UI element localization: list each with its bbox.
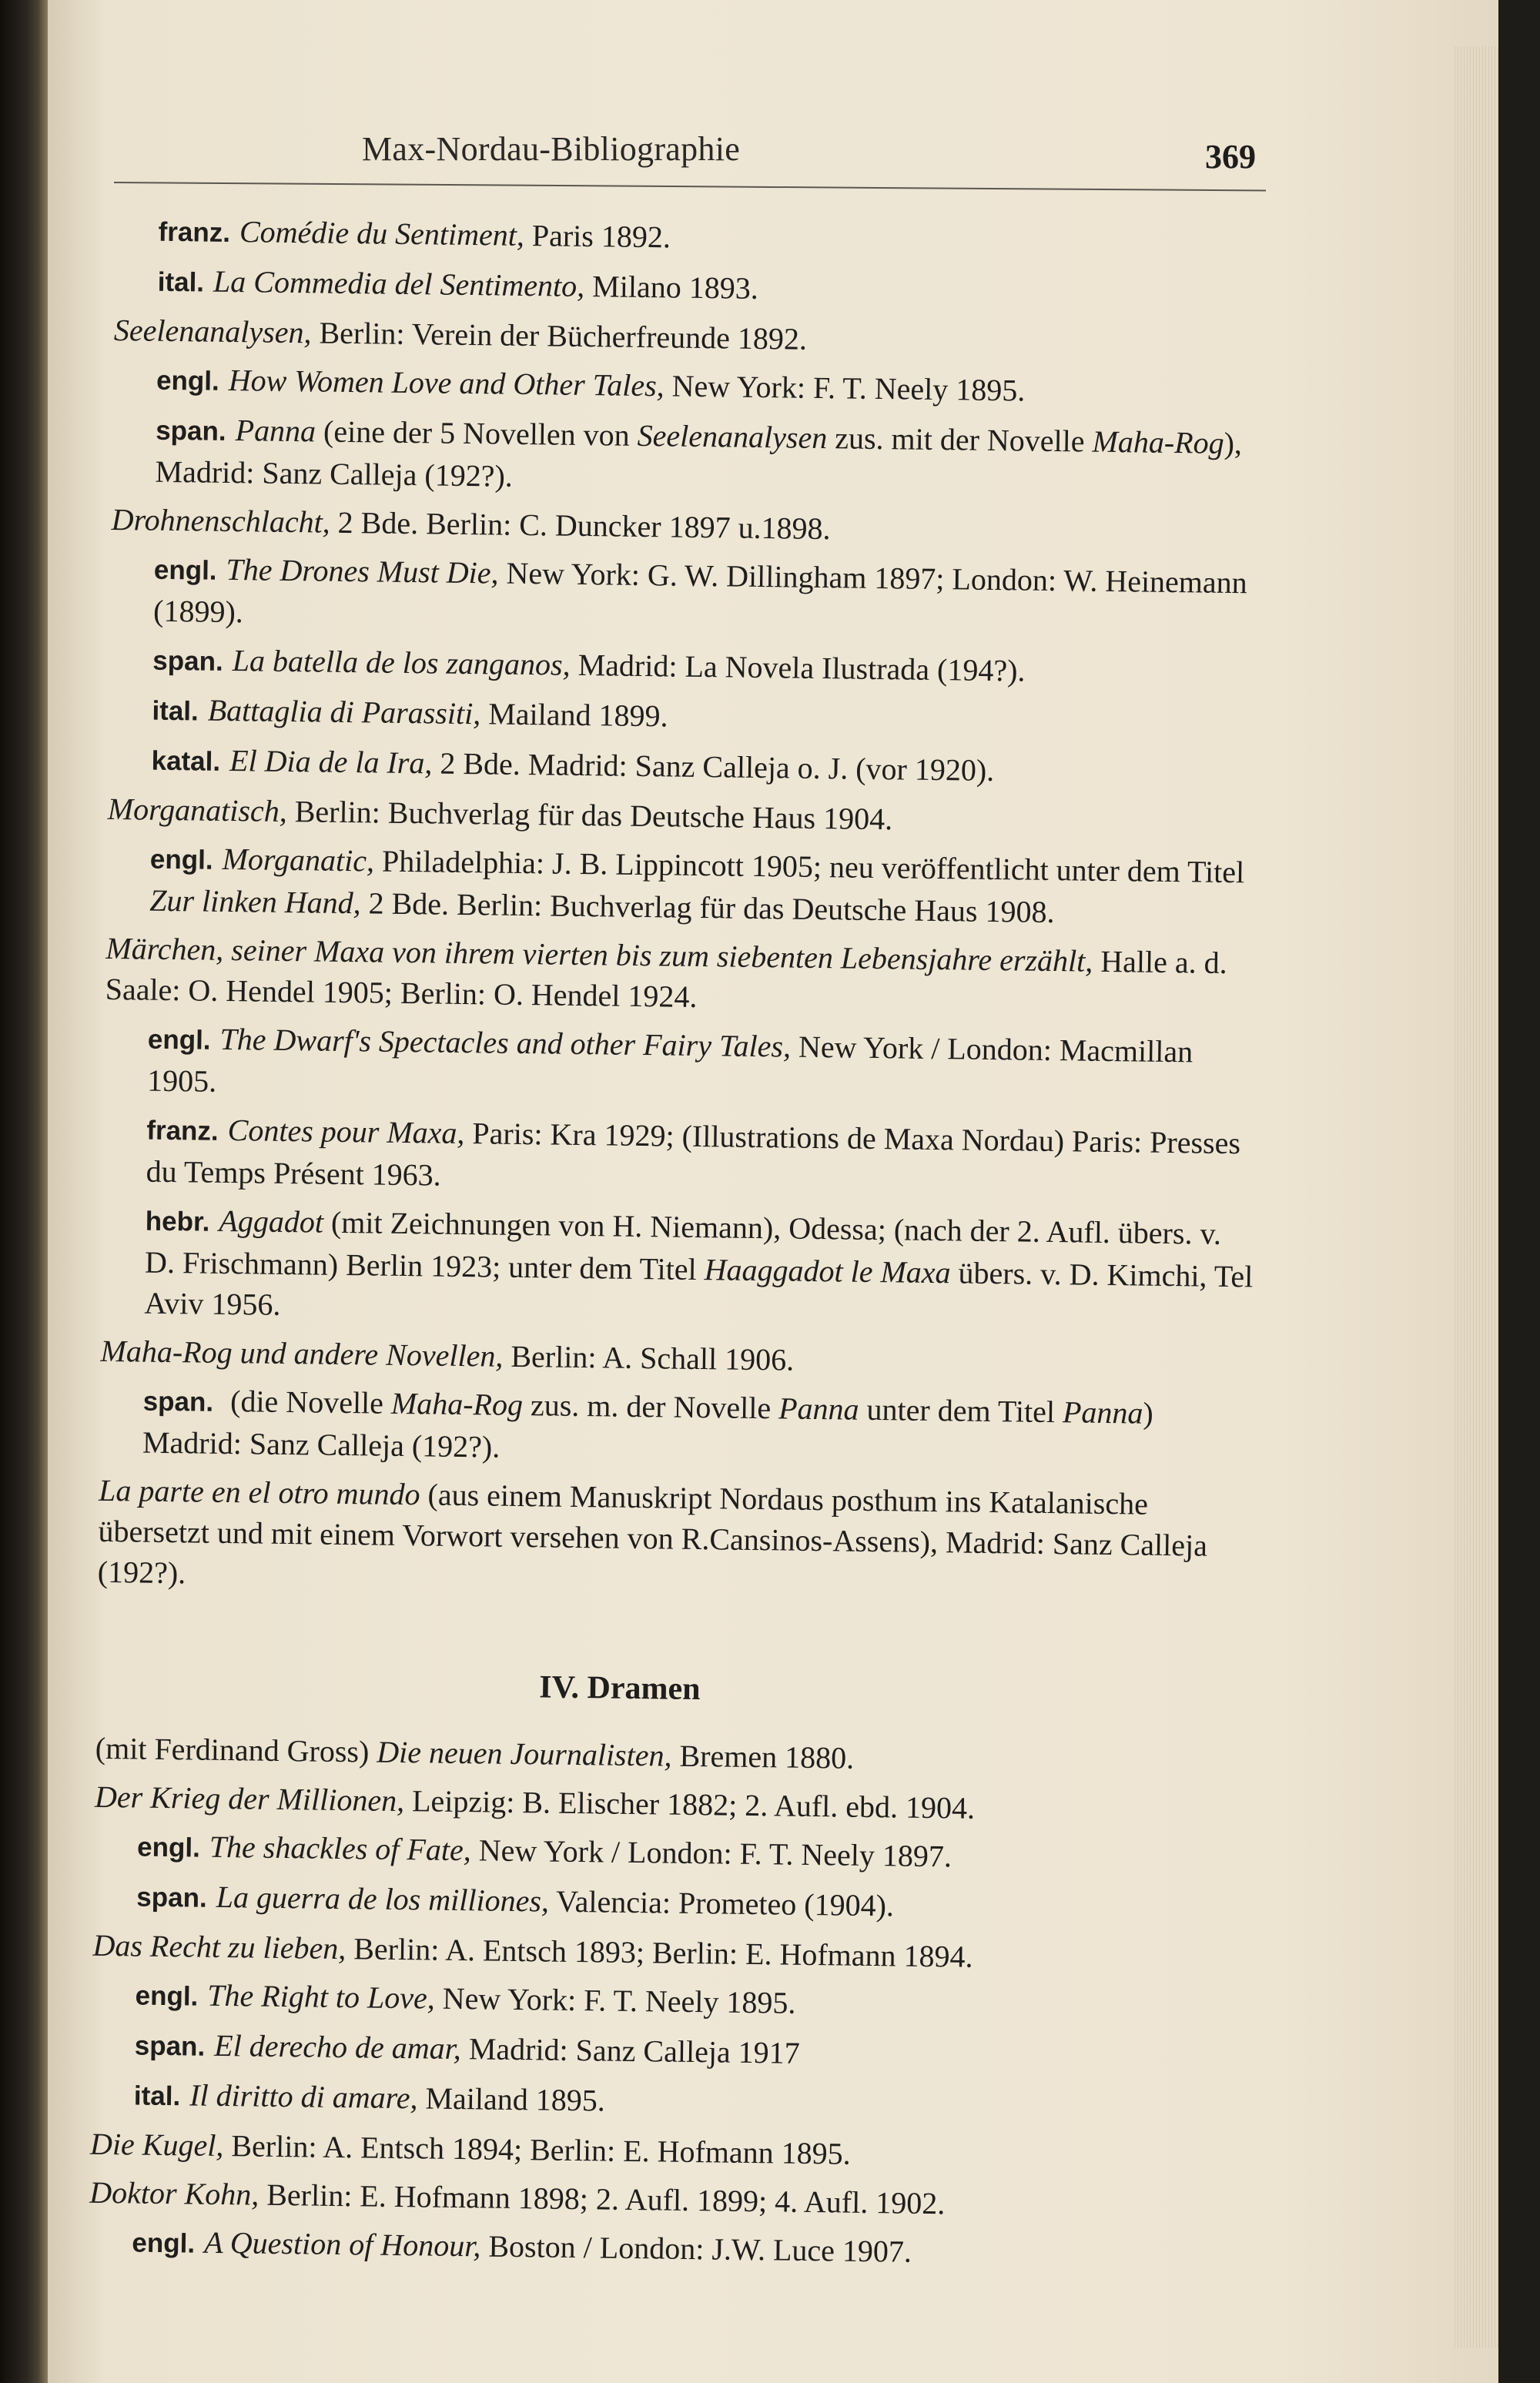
- language-label: ital.: [133, 2080, 181, 2112]
- section-heading: IV. Dramen: [538, 1669, 701, 1708]
- bibliography-entry: [92, 1925, 1248, 1981]
- language-label: engl.: [147, 1024, 211, 1056]
- entry-title: The Drones Must Die,: [226, 551, 499, 591]
- entry-title: Maha-Rog: [390, 1385, 524, 1423]
- bibliography-entry: [109, 688, 1264, 746]
- bibliography-entry: [102, 1108, 1258, 1207]
- entry-details: zus. m. der Novelle: [522, 1387, 779, 1426]
- entry-title: Das Recht zu lieben,: [92, 1927, 346, 1966]
- entry-details: Berlin: Verein der Bücherfreunde 1892.: [311, 315, 808, 356]
- bibliography-entry: [101, 1199, 1257, 1338]
- entry-details: Halle a. d. Saale: O. Hendel 1905; Berlin: O. Hendel 1924.: [105, 943, 1227, 1014]
- bibliography-entry: [97, 1470, 1254, 1608]
- entry-details: Paris: Kra 1929; (Illustrations de Maxa Nordau) Paris: Presses du Temps Présent 1963.: [146, 1116, 1241, 1193]
- entry-details: New York: F. T. Neely 1895.: [434, 1980, 796, 2020]
- bibliography-entry: [110, 547, 1266, 646]
- language-label: engl.: [156, 365, 220, 397]
- bibliography-entry: [109, 638, 1265, 696]
- entry-title: Doktor Kohn,: [89, 2174, 259, 2212]
- entry-title: La guerra de los milliones,: [216, 1879, 550, 1919]
- entry-details: (mit Zeichnungen von H. Niemann), Odessa; (nach der 2. Aufl. übers. v. D. Frischmann) Berlin 1923; unter dem Titel: [144, 1204, 1222, 1287]
- bibliography-entry: [95, 1728, 1250, 1784]
- entry-details: Paris 1892.: [524, 217, 671, 255]
- entry-title: Zur linken Hand,: [149, 882, 361, 921]
- entry-title: The shackles of Fate,: [209, 1829, 472, 1868]
- entry-title: El derecho de amar,: [213, 2027, 462, 2067]
- entry-title: La batella de los zanganos,: [232, 643, 571, 682]
- bibliography-entry: [114, 310, 1270, 366]
- bibliography-list-dramas: [89, 1728, 1250, 2278]
- language-label: span.: [152, 645, 224, 677]
- entry-title: Panna: [1062, 1394, 1143, 1431]
- language-label: katal.: [151, 745, 221, 777]
- entry-details: Berlin: Buchverlag für das Deutsche Haus 1904.: [286, 793, 893, 837]
- entry-prefix: (mit Ferdinand Gross): [95, 1730, 377, 1769]
- entry-title: Comédie du Sentiment,: [239, 214, 525, 253]
- entry-title: Der Krieg der Millionen,: [94, 1779, 405, 1819]
- entry-details: (aus einem Manuskript Nordaus posthum ins Katalanische übersetzt und mit einem Vorwort versehen von R.Cansinos-Assens), Madrid: Sanz Calleja (192?).: [97, 1477, 1208, 1591]
- entry-details: Madrid: Sanz Calleja 1917: [460, 2031, 801, 2070]
- entry-details: Milano 1893.: [584, 268, 759, 306]
- entry-title: Morganatisch,: [107, 791, 288, 828]
- entry-details: New York / London: Macmillan 1905.: [146, 1029, 1194, 1099]
- entry-details: Berlin: E. Hofmann 1898; 2. Aufl. 1899; 4. Aufl. 1902.: [258, 2177, 946, 2221]
- entry-details: Berlin: A. Entsch 1893; Berlin: E. Hofmann 1894.: [345, 1931, 973, 1974]
- page-number: 369: [1205, 138, 1256, 176]
- entry-details: (eine der 5 Novellen von: [315, 413, 638, 453]
- bibliography-entry: [90, 2124, 1246, 2180]
- entry-title: Märchen, seiner Maxa von ihrem vierten bis zum siebenten Lebensjahre erzählt,: [105, 930, 1093, 979]
- bibliography-content: [89, 209, 1270, 2278]
- bibliography-entry: [113, 358, 1269, 416]
- language-label: engl.: [132, 2227, 196, 2259]
- entry-title: Drohnenschlacht,: [111, 501, 331, 540]
- entry-details: Valencia: Prometeo (1904).: [548, 1883, 895, 1923]
- bibliography-entry: [91, 2073, 1247, 2131]
- entry-title: Il diritto di amare,: [189, 2077, 418, 2116]
- language-label: engl.: [136, 1832, 201, 1863]
- page-edges: [1452, 46, 1498, 2348]
- language-label: franz.: [146, 1115, 219, 1146]
- language-label: span.: [136, 1882, 207, 1913]
- bibliography-entry: [114, 259, 1270, 317]
- entry-title: Seelenanalysen,: [113, 312, 312, 350]
- language-label: franz.: [158, 216, 231, 248]
- entry-title: A Question of Honour,: [203, 2224, 481, 2264]
- language-label: engl.: [153, 554, 217, 586]
- entry-details: Bremen 1880.: [671, 1738, 855, 1776]
- entry-title: The Right to Love,: [207, 1977, 436, 2016]
- entry-details: Mailand 1895.: [417, 2080, 606, 2118]
- bibliography-entry: [107, 788, 1263, 845]
- bibliography-entry: [95, 1776, 1250, 1832]
- entry-details: 2 Bde. Berlin: C. Duncker 1897 u.1898.: [330, 504, 831, 547]
- entry-title: La parte en el otro mundo: [98, 1472, 420, 1512]
- bibliography-entry: [92, 1973, 1247, 2031]
- bibliography-entry: [108, 738, 1264, 796]
- entry-details: ) Madrid: Sanz Calleja (192?).: [142, 1395, 1154, 1464]
- entry-title: The Dwarf's Spectacles and other Fairy Tales,: [219, 1021, 792, 1064]
- entry-details: (die Novelle: [222, 1383, 392, 1421]
- bibliography-entry: [91, 2023, 1247, 2081]
- language-label: engl.: [135, 1980, 199, 2012]
- book-gutter-shadow: [0, 0, 48, 2383]
- entry-details: Philadelphia: J. B. Lippincott 1905; neu veröffentlicht unter dem Titel: [373, 843, 1245, 890]
- entry-title: Haaggadot le Maxa: [704, 1252, 951, 1290]
- entry-title: Maha-Rog und andere Novellen,: [100, 1333, 504, 1374]
- entry-title: La Commedia del Sentimento,: [213, 263, 585, 303]
- entry-details: ), Madrid: Sanz Calleja (192?).: [155, 425, 1243, 494]
- bibliography-entry: [111, 499, 1267, 555]
- bibliography-entry: [94, 1825, 1250, 1883]
- entry-details: Berlin: A. Entsch 1894; Berlin: E. Hofmann 1895.: [223, 2128, 851, 2171]
- entry-details: Berlin: A. Schall 1906.: [503, 1338, 795, 1377]
- entry-details: Mailand 1899.: [480, 696, 668, 734]
- bibliography-entry: [99, 1379, 1255, 1478]
- bibliography-entry: [89, 2172, 1245, 2228]
- entry-title: Seelenanalysen: [637, 417, 828, 456]
- entry-title: Battaglia di Parassiti,: [207, 692, 481, 731]
- background-edge: [1498, 0, 1540, 2383]
- entry-details: zus. mit der Novelle: [826, 420, 1093, 459]
- entry-details: New York: F. T. Neely 1895.: [664, 368, 1026, 408]
- entry-details: unter dem Titel: [859, 1391, 1063, 1430]
- entry-title: Maha-Rog: [1092, 423, 1224, 460]
- entry-details: 2 Bde. Berlin: Buchverlag für das Deutsche Haus 1908.: [360, 885, 1055, 930]
- entry-details: Leipzig: B. Elischer 1882; 2. Aufl. ebd. 1904.: [403, 1783, 976, 1826]
- entry-title: How Women Love and Other Tales,: [228, 362, 665, 403]
- language-label: ital.: [152, 695, 199, 727]
- language-label: span.: [142, 1386, 214, 1417]
- language-label: span.: [134, 2030, 206, 2062]
- entry-title: Panna: [235, 413, 316, 449]
- bibliography-entry: [106, 837, 1262, 935]
- bibliography-entry: [112, 408, 1267, 507]
- language-label: ital.: [157, 266, 205, 298]
- entry-details: Boston / London: J.W. Luce 1907.: [480, 2228, 912, 2269]
- entry-details: Madrid: La Novela Ilustrada (194?).: [570, 647, 1026, 688]
- entry-title: Die neuen Journalisten,: [377, 1734, 672, 1773]
- entry-title: El Dia de la Ira,: [229, 743, 433, 781]
- running-header-title: Max-Nordau-Bibliographie: [362, 130, 741, 168]
- entry-details: New York: G. W. Dillingham 1897; London: W. Heinemann (1899).: [152, 555, 1248, 630]
- language-label: span.: [155, 415, 226, 447]
- entry-details: übers. v. D. Kimchi, Tel Aviv 1956.: [144, 1255, 1254, 1322]
- bibliography-entry: [100, 1330, 1256, 1387]
- language-label: hebr.: [145, 1206, 210, 1237]
- language-label: engl.: [149, 844, 213, 875]
- entry-title: Morganatic,: [222, 841, 375, 879]
- entry-details: New York / London: F. T. Neely 1897.: [470, 1832, 952, 1874]
- entry-title: Aggadot: [219, 1203, 324, 1240]
- entry-details: 2 Bde. Madrid: Sanz Calleja o. J. (vor 1920).: [432, 745, 995, 788]
- bibliography-entry: [93, 1875, 1249, 1933]
- entry-title: Contes pour Maxa,: [227, 1113, 465, 1151]
- entry-title: Panna: [778, 1391, 859, 1427]
- bibliography-entry: [104, 1017, 1260, 1116]
- bibliography-entry: [105, 928, 1260, 1025]
- entry-title: Die Kugel,: [89, 2126, 224, 2164]
- bibliography-list-novels: [97, 209, 1270, 1607]
